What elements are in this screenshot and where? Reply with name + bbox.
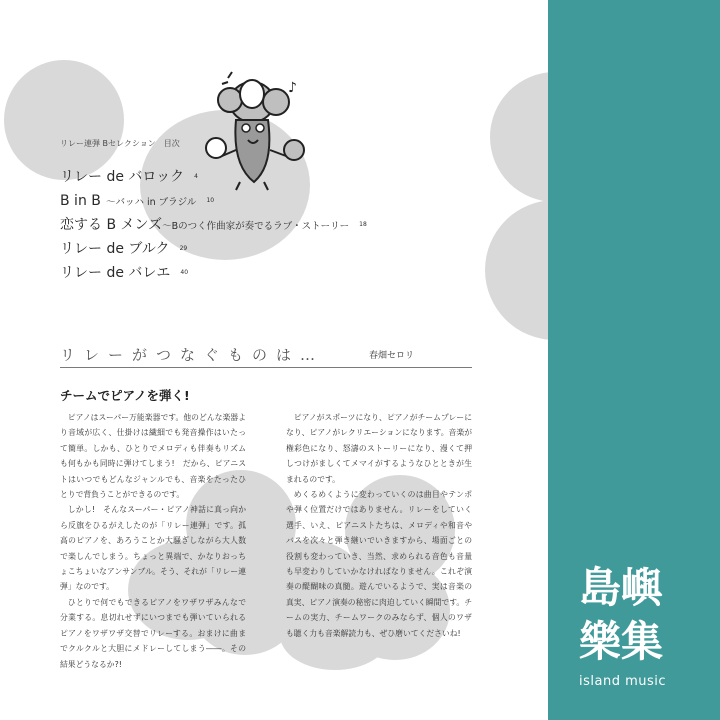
island-music-logo: [575, 560, 695, 695]
section-heading: チームでピアノを弾く!: [60, 388, 190, 403]
toc-item-title: B in B: [60, 193, 101, 209]
paragraph: しかし! そんなスーパー・ピアノ神話に真っ向から反旗をひるがえしたのが「リレー連弾」です。孤高のピアノを、あろうことか大騒ぎしながら大人数で楽しんでしまう。ちょっと異端で、かなりおっちょこちょいなアンサンブル。そう、それが「リレー連弾」なのです。: [60, 505, 246, 592]
toc-item[interactable]: [60, 262, 188, 282]
paragraph: ピアノはスーパー万能楽器です。他のどんな楽器より音域が広く、仕掛けは繊細でも発音操作はいたって簡単。しかも、ひとりでメロディも伴奏もリズムも何もかも同時に弾けてしまう! だから、ピアニストはいつでもどんなジャンルでも、音楽をたったひとりで背負うことができるのです。: [60, 413, 246, 500]
bg-blob: [485, 200, 548, 340]
toc-item[interactable]: [60, 190, 214, 209]
logo-text-english: island music: [579, 674, 667, 689]
bg-blob: [4, 60, 124, 180]
toc-item-title: リレー de バレエ: [60, 265, 171, 281]
toc-item-title: リレー de バロック: [60, 169, 185, 185]
toc-item-subtitle: 〜バッハ in ブラジル: [105, 197, 197, 208]
text-column-left: [60, 410, 246, 672]
essay-author: 春畑セロリ: [369, 351, 415, 361]
logo-text-bottom: 樂集: [579, 617, 664, 666]
paragraph: ピアノがスポーツになり、ピアノがチームプレーになり、ピアノがレクリエーションになります。音楽が権彩色になり、怒濤のストーリーになり、漫くて押しつけがましくてメマイがするようなひとときが生まれるのです。: [286, 413, 472, 484]
toc-item-page: 18: [359, 221, 367, 228]
toc-item[interactable]: [60, 214, 367, 234]
text-column-right: [286, 410, 472, 641]
paragraph: めくるめくように変わっていくのは曲目やテンポや弾く位置だけではありません。リレーをしていく選手、いえ、ピアニストたちは、メロディや和音やバスを次々と弾き継いでいきますから、場面ごとの役割も変わっていき、当然、求められる音色も音量も早変わりしていかなければなりません。これぞ演奏の醍醐味の真髄。遊んでいるようで、実は音楽の真実、ピアノ演奏の秘密に肉迫していく瞬間です。チームの実力、チームワークのみならず、個人のワザも聴く力も音楽解読力も、ぜひ磨いてくださいね!: [286, 490, 472, 638]
toc-item-page: 10: [206, 197, 215, 204]
toc-item-title: 恋する B メンズ: [60, 217, 163, 233]
toc-heading: リレー連弾 Bセレクション 目次: [60, 139, 180, 148]
bg-blob: [490, 72, 548, 202]
toc-item[interactable]: [60, 166, 198, 186]
paragraph: ひとりで何でもできるピアノをワザワザみんなで分業する。息切れせずにいつまでも弾いていられるピアノをワザワザ交替でリレーする。おまけに曲までクルクルと大胆にメドレーしてしまう――。その結果どうなるか?!: [60, 597, 246, 669]
toc-item-subtitle: 〜Bのつく作曲家が奏でるラブ・ストーリー: [162, 221, 350, 232]
logo-text-top: 島嶼: [579, 563, 664, 612]
svg-text:♪: ♪: [288, 80, 297, 96]
title-divider: [60, 367, 472, 368]
essay-title: リレーがつなぐものは…: [60, 346, 325, 364]
maraca-mascot-icon: [192, 70, 312, 192]
toc-item[interactable]: [60, 238, 187, 258]
toc-item-page: 40: [180, 269, 189, 276]
toc-item-page: 4: [194, 173, 198, 180]
toc-item-title: リレー de ブルク: [60, 241, 170, 257]
toc-item-page: 29: [179, 245, 188, 252]
